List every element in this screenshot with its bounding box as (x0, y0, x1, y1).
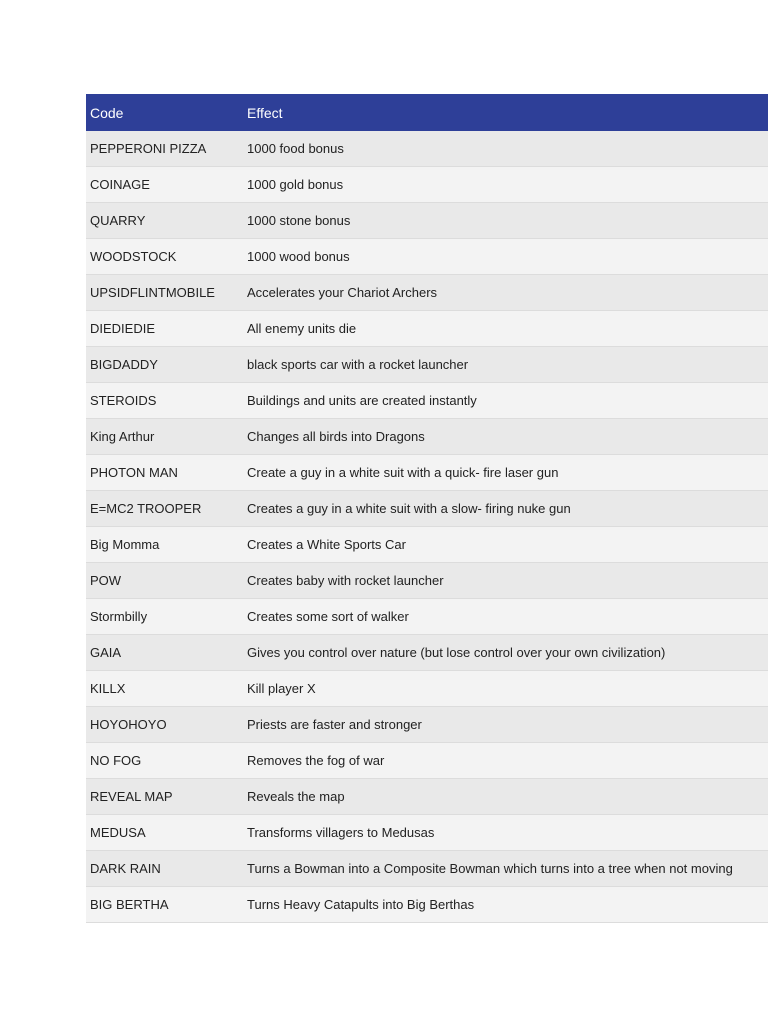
table-row (86, 779, 768, 815)
cell-effect: Turns Heavy Catapults into Big Berthas (243, 887, 768, 923)
table-row (86, 527, 768, 563)
table-row (86, 131, 768, 167)
cell-effect: Turns a Bowman into a Composite Bowman which turns into a tree when not moving (243, 851, 768, 887)
cell-code: BIG BERTHA (86, 887, 243, 923)
cell-effect: Buildings and units are created instantly (243, 383, 768, 419)
cell-effect: Reveals the map (243, 779, 768, 815)
cell-code: BIGDADDY (86, 347, 243, 383)
cell-code: DIEDIEDIE (86, 311, 243, 347)
cell-effect: Transforms villagers to Medusas (243, 815, 768, 851)
cell-effect: Creates some sort of walker (243, 599, 768, 635)
cell-code: UPSIDFLINTMOBILE (86, 275, 243, 311)
table-row (86, 455, 768, 491)
cell-effect: 1000 stone bonus (243, 203, 768, 239)
cell-code: GAIA (86, 635, 243, 671)
cell-effect: All enemy units die (243, 311, 768, 347)
header-effect: Effect (243, 94, 768, 131)
table-row (86, 707, 768, 743)
cheat-codes-table (86, 94, 768, 923)
header-row (86, 94, 768, 131)
cell-code: DARK RAIN (86, 851, 243, 887)
cell-code: WOODSTOCK (86, 239, 243, 275)
cell-effect: 1000 wood bonus (243, 239, 768, 275)
header-code: Code (86, 94, 243, 131)
cell-code: STEROIDS (86, 383, 243, 419)
table-body (86, 131, 768, 923)
cell-code: QUARRY (86, 203, 243, 239)
cell-code: PHOTON MAN (86, 455, 243, 491)
table-row (86, 419, 768, 455)
table-header (86, 94, 768, 131)
table-row (86, 239, 768, 275)
cell-code: POW (86, 563, 243, 599)
cell-effect: Accelerates your Chariot Archers (243, 275, 768, 311)
table-row (86, 275, 768, 311)
cell-code: REVEAL MAP (86, 779, 243, 815)
cell-effect: Creates a guy in a white suit with a slow- firing nuke gun (243, 491, 768, 527)
cell-effect: 1000 gold bonus (243, 167, 768, 203)
cell-code: Stormbilly (86, 599, 243, 635)
cell-code: HOYOHOYO (86, 707, 243, 743)
cell-code: KILLX (86, 671, 243, 707)
cell-effect: Removes the fog of war (243, 743, 768, 779)
table-row (86, 491, 768, 527)
table-row (86, 743, 768, 779)
table-row (86, 671, 768, 707)
cell-effect: 1000 food bonus (243, 131, 768, 167)
cell-effect: black sports car with a rocket launcher (243, 347, 768, 383)
cell-code: PEPPERONI PIZZA (86, 131, 243, 167)
table-row (86, 599, 768, 635)
cell-code: NO FOG (86, 743, 243, 779)
cell-effect: Create a guy in a white suit with a quick- fire laser gun (243, 455, 768, 491)
cell-code: Big Momma (86, 527, 243, 563)
table-row (86, 815, 768, 851)
table-row (86, 563, 768, 599)
cell-effect: Changes all birds into Dragons (243, 419, 768, 455)
cell-effect: Creates baby with rocket launcher (243, 563, 768, 599)
cell-code: King Arthur (86, 419, 243, 455)
table-row (86, 203, 768, 239)
table-row (86, 635, 768, 671)
table-row (86, 383, 768, 419)
cell-code: E=MC2 TROOPER (86, 491, 243, 527)
cell-effect: Priests are faster and stronger (243, 707, 768, 743)
table-row (86, 887, 768, 923)
table-row (86, 311, 768, 347)
cell-code: MEDUSA (86, 815, 243, 851)
table-row (86, 851, 768, 887)
table-row (86, 167, 768, 203)
cell-effect: Kill player X (243, 671, 768, 707)
cell-effect: Creates a White Sports Car (243, 527, 768, 563)
table-row (86, 347, 768, 383)
cell-effect: Gives you control over nature (but lose control over your own civilization) (243, 635, 768, 671)
cell-code: COINAGE (86, 167, 243, 203)
